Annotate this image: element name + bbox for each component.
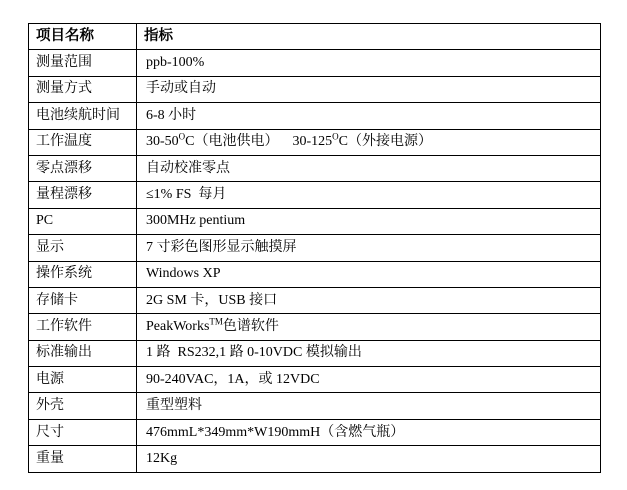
table-row xyxy=(29,261,601,287)
spec-name-cell: 电池续航时间 xyxy=(29,103,137,129)
table-row xyxy=(29,50,601,76)
value-text: 色谱软件 xyxy=(222,318,279,334)
value-text: C（电池供电） 30-125 xyxy=(185,134,333,150)
value-text: 自动校准零点 xyxy=(146,160,230,176)
spec-value-cell xyxy=(137,287,601,313)
table-row xyxy=(29,446,601,472)
spec-value-cell xyxy=(137,155,601,181)
spec-name-cell: 操作系统 xyxy=(29,261,137,287)
table-row xyxy=(29,235,601,261)
table-row xyxy=(29,393,601,419)
value-text: C（外接电源） xyxy=(338,134,433,150)
spec-value-cell xyxy=(137,208,601,234)
value-text: 重型塑料 xyxy=(146,398,202,414)
spec-name-cell: 测量方式 xyxy=(29,76,137,102)
spec-value-cell xyxy=(137,76,601,102)
table-row xyxy=(29,208,601,234)
value-text: 2G SM 卡，USB 接口 xyxy=(146,292,278,308)
value-text: PeakWorks xyxy=(146,318,210,334)
table-row xyxy=(29,155,601,181)
value-text: ppb-100% xyxy=(146,55,205,71)
spec-value-cell xyxy=(137,446,601,472)
table-row xyxy=(29,182,601,208)
superscript-text: O xyxy=(178,131,186,142)
value-text: 30-50 xyxy=(146,134,179,150)
spec-value-cell xyxy=(137,182,601,208)
table-header-row xyxy=(29,24,601,50)
spec-name-cell: 显示 xyxy=(29,235,137,261)
spec-name-cell: PC xyxy=(29,208,137,234)
superscript-text: O xyxy=(332,131,339,142)
spec-value-cell xyxy=(137,419,601,445)
spec-table-body xyxy=(29,50,601,472)
spec-name-cell: 测量范围 xyxy=(29,50,137,76)
spec-name-cell: 标准输出 xyxy=(29,340,137,366)
spec-value-cell xyxy=(137,50,601,76)
spec-value-cell xyxy=(137,235,601,261)
spec-value-cell xyxy=(137,261,601,287)
spec-value-cell xyxy=(137,103,601,129)
spec-name-cell: 零点漂移 xyxy=(29,155,137,181)
value-text: 476mmL*349mm*W190mmH（含燃气瓶） xyxy=(146,424,405,440)
table-row xyxy=(29,287,601,313)
value-text: 7 寸彩色图形显示触摸屏 xyxy=(146,239,297,255)
spec-name-cell: 量程漂移 xyxy=(29,182,137,208)
value-text: 1 路 RS232,1 路 0-10VDC 模拟输出 xyxy=(146,345,362,361)
spec-name-cell: 电源 xyxy=(29,367,137,393)
spec-name-cell: 尺寸 xyxy=(29,419,137,445)
spec-value-cell xyxy=(137,314,601,340)
spec-value-cell xyxy=(137,393,601,419)
value-text: Windows XP xyxy=(146,266,221,282)
table-row xyxy=(29,367,601,393)
spec-value-cell xyxy=(137,367,601,393)
spec-value-cell xyxy=(137,340,601,366)
value-text: 6-8 小时 xyxy=(146,107,197,123)
spec-name-cell: 存储卡 xyxy=(29,287,137,313)
value-text: 90-240VAC，1A，或 12VDC xyxy=(146,371,320,387)
header-cell-item-name: 项目名称 xyxy=(29,24,137,50)
superscript-text: TM xyxy=(209,316,223,327)
spec-table xyxy=(28,23,601,473)
spec-value-cell xyxy=(137,129,601,155)
spec-name-cell: 工作软件 xyxy=(29,314,137,340)
table-row xyxy=(29,314,601,340)
spec-name-cell: 外壳 xyxy=(29,393,137,419)
table-row xyxy=(29,340,601,366)
value-text: 12Kg xyxy=(146,450,178,466)
spec-name-cell: 工作温度 xyxy=(29,129,137,155)
value-text: ≤1% FS 每月 xyxy=(146,186,227,202)
spec-name-cell: 重量 xyxy=(29,446,137,472)
table-row xyxy=(29,419,601,445)
table-row xyxy=(29,103,601,129)
table-row xyxy=(29,76,601,102)
value-text: 300MHz pentium xyxy=(146,213,246,229)
value-text: 手动或自动 xyxy=(146,81,216,97)
header-cell-spec: 指标 xyxy=(137,24,601,50)
table-row xyxy=(29,129,601,155)
